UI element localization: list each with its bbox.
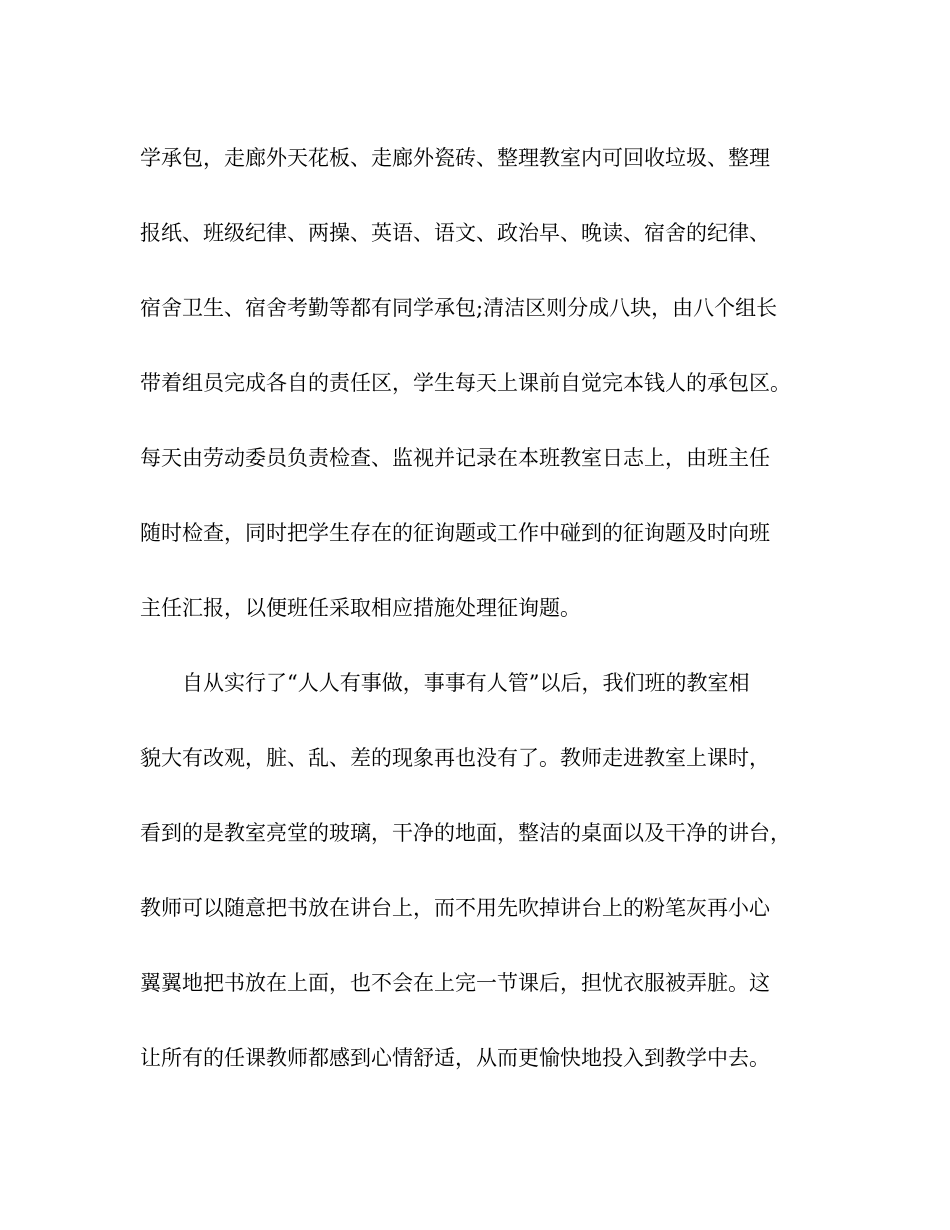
text-line: 随时检查，同时把学生存在的征询题或工作中碰到的征询题及时向班 (140, 521, 770, 545)
text-line: 带着组员完成各自的责任区，学生每天上课前自觉完本钱人的承包区。 (140, 371, 791, 395)
text-line: 学承包，走廊外天花板、走廊外瓷砖、整理教室内可回收垃圾、整理 (140, 146, 770, 170)
document-body (140, 134, 820, 1082)
text-line: 每天由劳动委员负责检查、监视并记录在本班教室日志上，由班主任 (140, 446, 770, 470)
text-line: 翼翼地把书放在上面，也不会在上完一节课后，担忧衣服被弄脏。这 (140, 971, 770, 995)
text-line: 貌大有改观，脏、乱、差的现象再也没有了。教师走进教室上课时， (140, 746, 770, 770)
text-line: 报纸、班级纪律、两操、英语、语文、政治早、晚读、宿舍的纪律、 (140, 221, 770, 245)
text-line: 让所有的任课教师都感到心情舒适，从而更愉快地投入到教学中去。 (140, 1046, 770, 1070)
text-line: 看到的是教室亮堂的玻璃，干净的地面，整洁的桌面以及干净的讲台， (140, 821, 791, 845)
text-lines (140, 134, 820, 1082)
paragraph-start-line: 自从实行了“人人有事做，事事有人管”以后，我们班的教室相 (140, 671, 750, 695)
text-line: 主任汇报，以便班任采取相应措施处理征询题。 (140, 596, 581, 620)
text-line: 教师可以随意把书放在讲台上，而不用先吹掉讲台上的粉笔灰再小心 (140, 896, 770, 920)
text-line: 宿舍卫生、宿舍考勤等都有同学承包;清洁区则分成八块，由八个组长 (140, 296, 778, 320)
